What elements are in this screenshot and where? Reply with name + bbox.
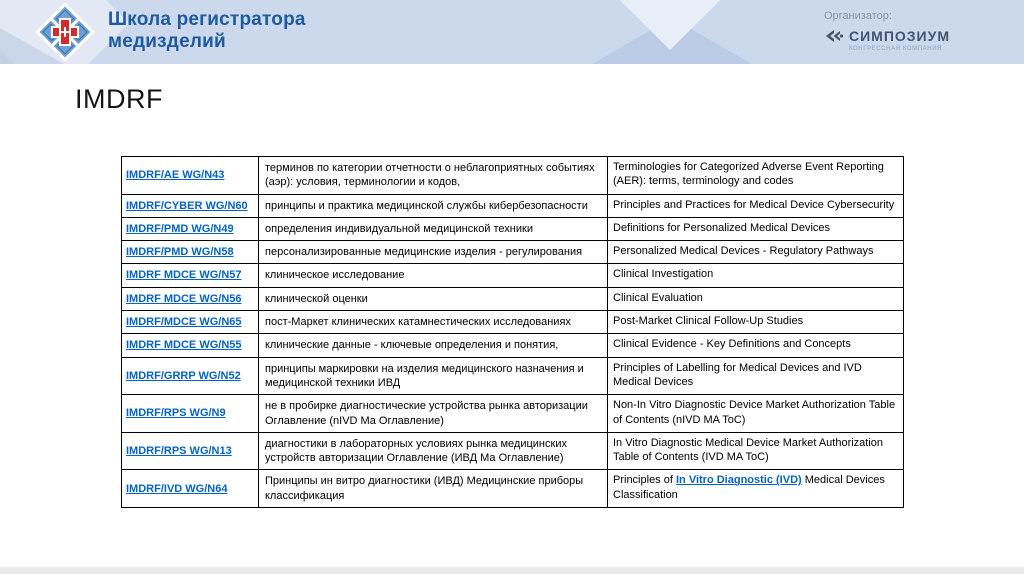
- en-description: In Vitro Diagnostic Medical Device Market Authorization Table of Contents (IVD MA ToC): [608, 432, 904, 470]
- ru-description: клинической оценки: [259, 287, 608, 310]
- doc-link[interactable]: IMDRF/PMD WG/N49: [126, 222, 234, 235]
- organizer-block: [824, 10, 964, 52]
- en-description: Principles and Practices for Medical Device Cybersecurity: [608, 194, 904, 217]
- doc-link[interactable]: IMDRF MDCE WG/N56: [126, 292, 242, 305]
- table-row: [122, 157, 904, 195]
- symposium-chevron-icon: [824, 29, 844, 43]
- doc-link[interactable]: IMDRF/CYBER WG/N60: [126, 199, 248, 212]
- table-row: [122, 311, 904, 334]
- brand-title-line1: Школа регистратора: [108, 9, 306, 30]
- doc-link[interactable]: IMDRF/MDCE WG/N65: [126, 316, 242, 329]
- en-description: Non-In Vitro Diagnostic Device Market Authorization Table of Contents (nIVD MA ToC): [608, 395, 904, 433]
- symposium-logo: [824, 28, 964, 44]
- imdrf-documents-table: [121, 156, 904, 508]
- en-description: Clinical Evidence - Key Definitions and Concepts: [608, 334, 904, 357]
- doc-link[interactable]: IMDRF/AE WG/N43: [126, 169, 225, 182]
- brand-logo-icon: [36, 3, 94, 61]
- table-row: [122, 287, 904, 310]
- table-row: [122, 470, 904, 508]
- en-description: Definitions for Personalized Medical Devices: [608, 217, 904, 240]
- brand-title: [108, 9, 306, 53]
- en-description-suffix: Medical Devices Classification: [613, 474, 885, 501]
- doc-link[interactable]: IMDRF/RPS WG/N13: [126, 445, 232, 457]
- ru-description: принципы и практика медицинской службы кибербезопасности: [259, 194, 608, 217]
- en-description: Clinical Evaluation: [608, 287, 904, 310]
- ru-description: Принципы ин витро диагностики (ИВД) Медицинские приборы классификация: [259, 470, 608, 508]
- table-row: [122, 357, 904, 395]
- table-row: [122, 217, 904, 240]
- doc-link[interactable]: IMDRF MDCE WG/N57: [126, 269, 242, 282]
- table-row: [122, 241, 904, 264]
- organizer-tagline: КОНГРЕССНАЯ КОМПАНИЯ: [849, 46, 943, 52]
- ru-description: принципы маркировки на изделия медицинского назначения и медицинской техники ИВД: [259, 357, 608, 395]
- table-row: [122, 194, 904, 217]
- ru-description: персонализированные медицинские изделия - регулирования: [259, 241, 608, 264]
- doc-link[interactable]: IMDRF/IVD WG/N64: [126, 482, 228, 495]
- page-title: IMDRF: [75, 84, 163, 114]
- doc-link[interactable]: IMDRF/PMD WG/N58: [126, 246, 234, 259]
- table-row: [122, 432, 904, 470]
- doc-link[interactable]: IMDRF/RPS WG/N9: [126, 407, 226, 420]
- ru-description: терминов по категории отчетности о неблагоприятных событиях (аэр): условия, терминологии и кодов,: [259, 157, 608, 195]
- doc-link[interactable]: IMDRF MDCE WG/N55: [126, 339, 242, 352]
- ru-description: пост-Маркет клинических катамнестических исследованиях: [259, 311, 608, 334]
- organizer-label: Организатор:: [824, 10, 892, 22]
- brand-title-line2: медизделий: [108, 30, 226, 52]
- table-row: [122, 264, 904, 287]
- slide-bottom-edge: [0, 567, 1024, 574]
- ru-description: не в пробирке диагностические устройства рынка авторизации Оглавление (nIVD Ma Оглавление): [259, 395, 608, 433]
- en-description-prefix: Principles of: [613, 474, 676, 487]
- table-row: [122, 334, 904, 357]
- ru-description: диагностики в лабораторных условиях рынка медицинских устройств авторизации Оглавление (ИВД Ма Оглавление): [259, 432, 608, 470]
- table-row: [122, 395, 904, 433]
- en-description: Principles of Labelling for Medical Devices and IVD Medical Devices: [608, 357, 904, 395]
- en-description: Clinical Investigation: [608, 264, 904, 287]
- medical-cross-icon: [36, 3, 94, 61]
- en-description: [608, 470, 904, 508]
- header-band: [0, 0, 1024, 64]
- ivd-inline-link[interactable]: In Vitro Diagnostic (IVD): [675, 474, 802, 487]
- ru-description: клиническое исследование: [259, 264, 608, 287]
- organizer-name: СИМПОЗИУМ: [849, 28, 950, 44]
- doc-link[interactable]: IMDRF/GRRP WG/N52: [126, 369, 241, 382]
- ru-description: определения индивидуальной медицинской техники: [259, 217, 608, 240]
- en-description: Personalized Medical Devices - Regulatory Pathways: [608, 241, 904, 264]
- ru-description: клинические данные - ключевые определения и понятия,: [259, 334, 608, 357]
- en-description: Terminologies for Categorized Adverse Event Reporting (AER): terms, terminology and codes: [608, 157, 904, 195]
- en-description: Post-Market Clinical Follow-Up Studies: [608, 311, 904, 334]
